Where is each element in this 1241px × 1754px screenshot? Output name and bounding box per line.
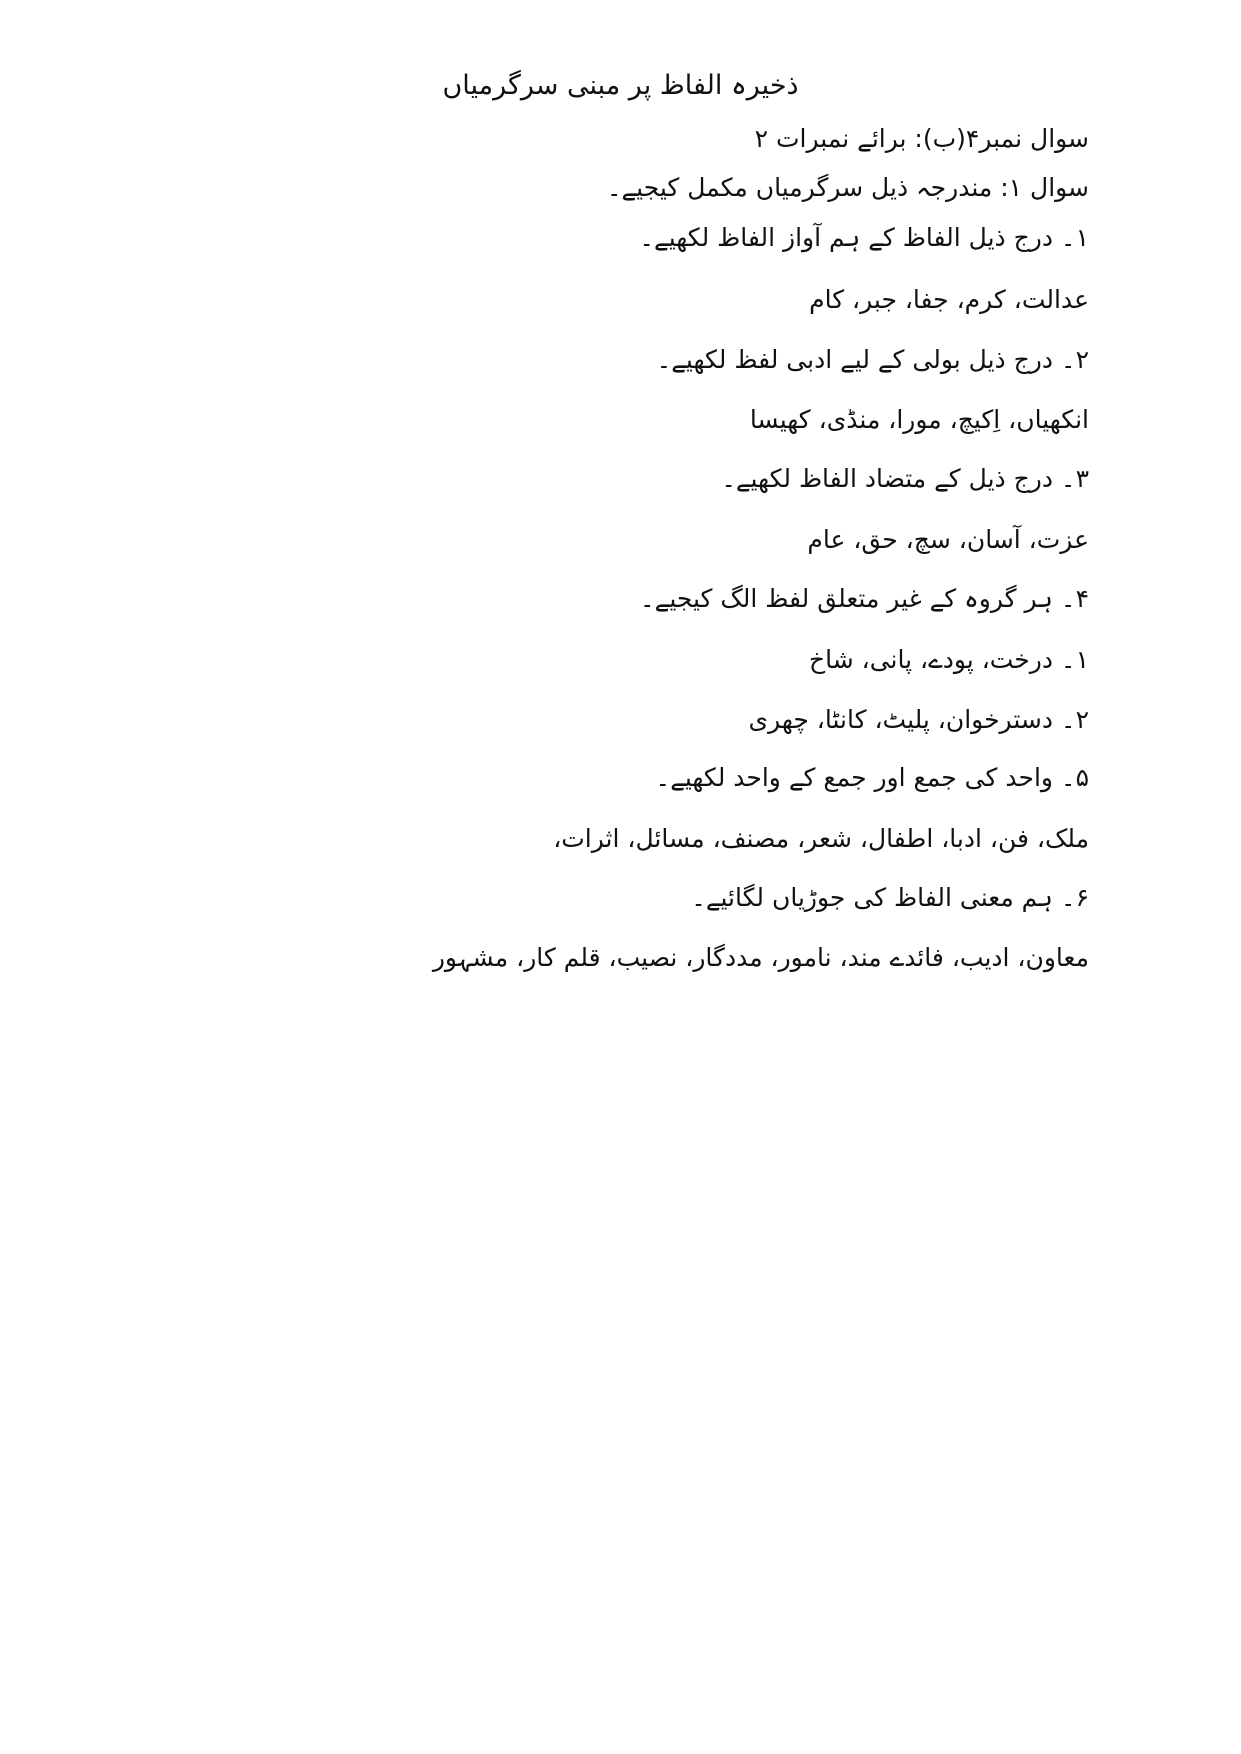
task-1-heading: ۱۔ درج ذیل الفاظ کے ہم آواز الفاظ لکھیے۔ xyxy=(639,223,1089,252)
question-instruction: سوال ۱: مندرجہ ذیل سرگرمیاں مکمل کیجیے۔ xyxy=(606,173,1089,202)
task-1-words: عدالت، کرم، جفا، جبر، کام xyxy=(809,285,1089,314)
task-6-heading: ۶۔ ہم معنی الفاظ کی جوڑیاں لگائیے۔ xyxy=(691,883,1089,912)
task-2-words: انکھیاں، اِکیچ، مورا، منڈی، کھیسا xyxy=(749,405,1089,434)
task-3-heading: ۳۔ درج ذیل کے متضاد الفاظ لکھیے۔ xyxy=(721,464,1089,493)
task-6-words: معاون، ادیب، فائدے مند، نامور، مددگار، نصیب، قلم کار، مشہور xyxy=(432,943,1089,972)
task-3-words: عزت، آسان، سچ، حق، عام xyxy=(807,525,1089,554)
task-5-words: ملک، فن، ادبا، اطفال، شعر، مصنف، مسائل، اثرات، xyxy=(553,824,1089,853)
question-header: سوال نمبر۴(ب): برائے نمبرات ۲ xyxy=(754,124,1089,153)
task-4-heading: ۴۔ ہر گروہ کے غیر متعلق لفظ الگ کیجیے۔ xyxy=(640,584,1089,613)
page-title: ذخیرہ الفاظ پر مبنی سرگرمیاں xyxy=(442,70,799,101)
task-5-heading: ۵۔ واحد کی جمع اور جمع کے واحد لکھیے۔ xyxy=(655,763,1089,792)
task-4-group-1: ۱۔ درخت، پودے، پانی، شاخ xyxy=(808,645,1089,674)
task-2-heading: ۲۔ درج ذیل بولی کے لیے ادبی لفظ لکھیے۔ xyxy=(656,345,1089,374)
task-4-group-2: ۲۔ دسترخوان، پلیٹ، کانٹا، چھری xyxy=(748,705,1089,734)
